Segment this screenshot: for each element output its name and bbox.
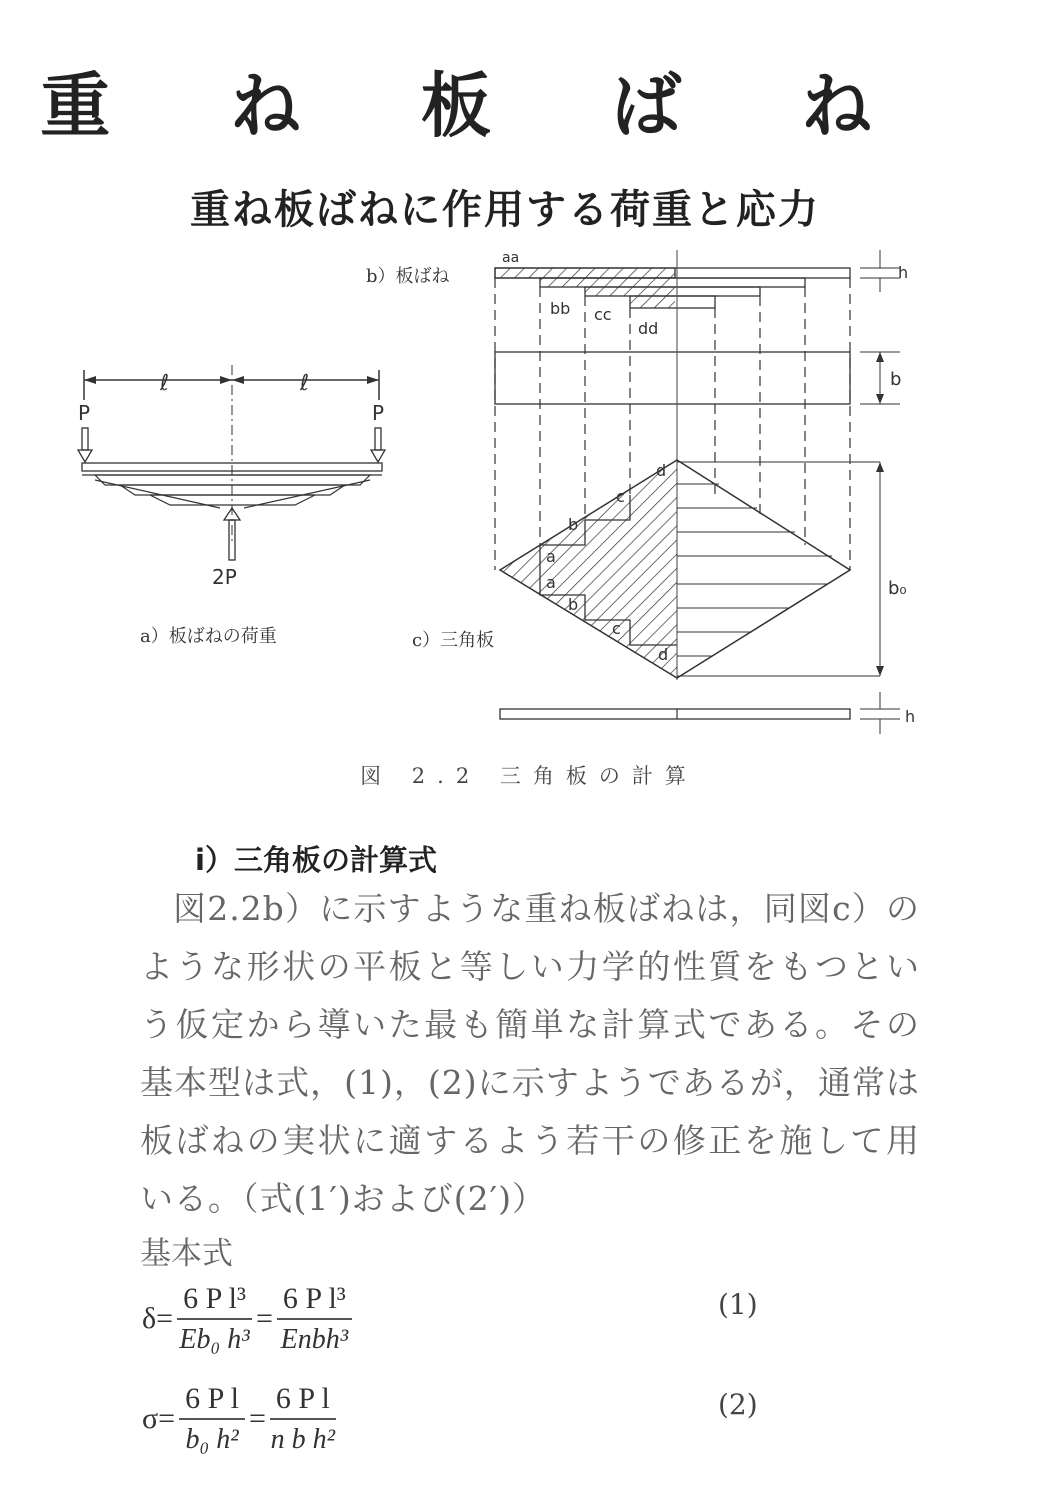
eq1-lhs: δ= — [142, 1302, 174, 1335]
eq1-den-1: Eb₀ h³ — [179, 1324, 250, 1355]
leaf-dd: dd — [638, 319, 659, 338]
figure-caption: 図 2.2 三角板の計算 — [360, 764, 698, 788]
eq2-num-1: 6 P l — [179, 1382, 245, 1420]
tri-c-bottom: c — [612, 619, 621, 638]
figure-c-triangle-plate — [500, 460, 915, 734]
dim-l-right: ℓ — [300, 371, 310, 396]
eq2-fraction-1 — [179, 1382, 245, 1456]
eq2-lhs: σ= — [142, 1402, 176, 1435]
eq1-eqsign: = — [255, 1302, 273, 1335]
paragraph-text: 図2.2b）に示すような重ね板ばねは，同図c）のような形状の平板と等しい力学的性質をもつという仮定から導いた最も簡単な計算式である。その基本型は式，(1)，(2)に示すようであるが，通常は板ばねの実状に適するよう若干の修正を施して用いる。（式(1′)および(2′)） — [140, 889, 920, 1218]
eq2-num-2: 6 P l — [270, 1382, 336, 1420]
tri-c-top: c — [616, 487, 625, 506]
leaf-cc: cc — [594, 305, 612, 324]
eq2-den-1: b₀ h² — [185, 1424, 239, 1455]
dim-h-top: h — [898, 263, 909, 282]
page-subtitle: 重ね板ばねに作用する荷重と応力 — [190, 187, 820, 233]
load-p-left: P — [78, 401, 91, 425]
dim-l-left: ℓ — [160, 371, 170, 396]
figure-b-leaf-spring — [495, 250, 908, 680]
figure-triangle-plate — [0, 240, 1058, 750]
eq1-number: (1) — [718, 1288, 758, 1321]
eq2-fraction-2 — [270, 1382, 336, 1456]
load-p-right: P — [372, 401, 385, 425]
tri-a-top: a — [546, 547, 556, 566]
load-2p: 2P — [212, 565, 237, 589]
eq2-eqsign: = — [249, 1402, 266, 1435]
eq1-fraction-1 — [177, 1282, 252, 1356]
eq2-number: (2) — [718, 1388, 758, 1421]
eq2-den-2: n b h² — [270, 1424, 336, 1455]
figure-label-c: c）三角板 — [412, 630, 495, 651]
eq1-den-2: Enbh³ — [280, 1324, 349, 1355]
tri-b-top: b — [568, 515, 579, 534]
figure-label-a: a）板ばねの荷重 — [140, 626, 277, 647]
figure-a-leaf-spring-load — [78, 365, 385, 589]
figure-label-b: b）板ばね — [366, 266, 450, 287]
section-heading: i）三角板の計算式 — [195, 843, 437, 877]
dim-b0: b₀ — [888, 578, 907, 599]
eq1-fraction-2 — [277, 1282, 352, 1356]
eq1-num-2: 6 P l³ — [277, 1282, 352, 1320]
eq1-num-1: 6 P l³ — [177, 1282, 252, 1320]
tri-d-top: d — [656, 461, 667, 480]
leaf-bb: bb — [550, 299, 571, 318]
equation-1 — [142, 1282, 352, 1356]
tri-d-bottom: d — [658, 645, 669, 664]
tri-b-bottom: b — [568, 595, 579, 614]
body-paragraph — [140, 880, 920, 1228]
tri-a-bottom: a — [546, 573, 556, 592]
basic-formula-label: 基本式 — [140, 1236, 233, 1272]
leaf-aa: aa — [502, 250, 520, 266]
page-title: 重 ね 板 ば ね — [40, 65, 920, 147]
dim-b: b — [890, 369, 902, 390]
dim-h-bottom: h — [905, 707, 916, 726]
equation-2 — [142, 1382, 336, 1456]
